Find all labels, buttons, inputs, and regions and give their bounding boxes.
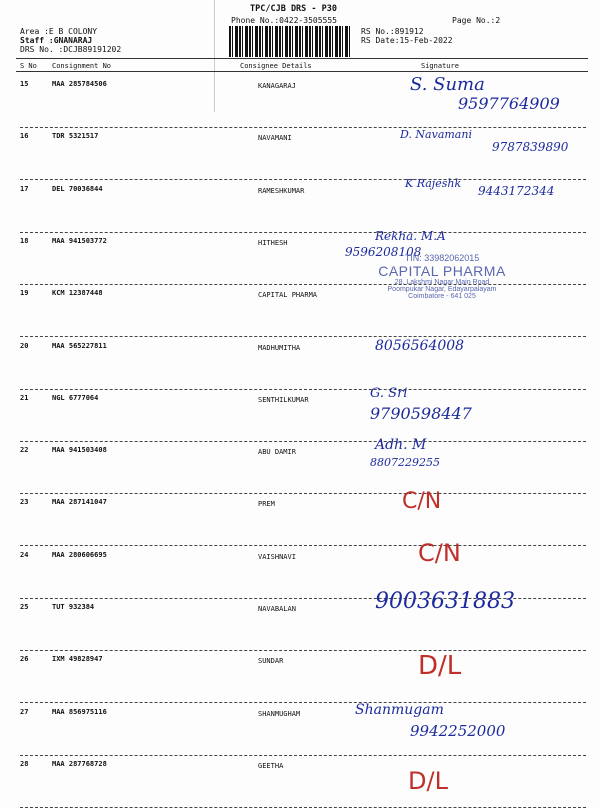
row-consignment: KCM 12387448 [52,289,103,298]
row-consignment: MAA 565227811 [52,341,107,350]
col-sno: S No [20,62,37,70]
row-signature: G. Sri [370,385,408,401]
stamp-address-1: 28, Lakshmi Nagar Main Road [394,279,490,286]
row-consignment: MAA 287768728 [52,759,107,768]
row-consignee: ABU DAMIR [258,448,296,457]
row-consignment: TDR 5321517 [52,132,99,141]
row-signature-phone: 9596208108 [345,244,422,259]
area-label: Area :E B COLONY [20,27,98,36]
row-consignment: MAA 280606695 [52,550,107,559]
row-separator [20,336,586,337]
company-stamp [372,253,512,323]
row-signature: C/N [418,538,461,567]
col-consignee: Consignee Details [240,62,312,70]
row-sno: 22 [20,446,29,455]
scan-fold-line [214,0,215,112]
row-signature-phone: 9597764909 [458,94,560,113]
row-sno: 28 [20,759,29,768]
row-consignee: CAPITAL PHARMA [258,291,318,300]
row-consignment: IXM 49828947 [52,655,103,664]
row-sno: 16 [20,132,29,141]
rs-number: RS No.:891912 [361,27,424,36]
row-signature: Rekha. M.A [375,228,446,243]
row-consignment: MAA 941503408 [52,446,107,455]
row-consignment: DEL 70036844 [52,184,103,193]
row-consignee: KANAGARAJ [258,82,296,90]
row-consignment: MAA 285784506 [52,80,107,88]
row-signature: 9003631883 [375,589,515,614]
row-sno: 20 [20,341,29,350]
row-sno: 27 [20,707,29,716]
row-signature-phone: 9787839890 [492,140,569,155]
row-separator [20,232,586,233]
row-sno: 17 [20,184,29,193]
stamp-name: CAPITAL PHARMA [378,263,506,279]
row-signature-phone: 8807229255 [370,456,440,470]
row-consignee: GEETHA [258,761,284,770]
row-sno: 15 [20,80,29,88]
row-separator [20,702,586,703]
staff-label: Staff :GNANARAJ [20,36,93,45]
row-consignee: NAVABALAN [258,605,296,613]
row-signature: D. Navamani [400,128,472,142]
row-consignee: PREM [258,500,275,509]
row-signature: S. Suma [410,74,485,95]
rs-date: RS Date:15-Feb-2022 [361,36,453,45]
row-consignment: NGL 6777064 [52,393,99,402]
row-separator [20,493,586,494]
row-consignment: MAA 856975116 [52,707,107,716]
row-consignee: SUNDAR [258,657,284,666]
row-consignee: HITHESH [258,238,288,247]
row-signature: Shanmugam [355,701,444,718]
row-sno: 25 [20,603,29,611]
row-signature: 8056564008 [375,337,465,354]
row-sno: 21 [20,393,29,402]
row-consignee: NAVAMANI [258,134,292,143]
row-consignee: SHANMUGHAM [258,709,301,718]
row-consignment: TUT 932384 [52,603,95,611]
phone-number: Phone No.:0422-3505555 [231,16,337,25]
row-signature: D/L [408,766,448,795]
row-consignment: MAA 941503772 [52,236,107,245]
column-header-divider [16,71,588,72]
drs-number: DRS No. :DCJB89191202 [20,45,122,54]
row-consignee: RAMESHKUMAR [258,186,305,195]
row-separator [20,179,586,180]
row-sno: 19 [20,289,29,298]
row-signature: C/N [402,489,442,515]
page-number: Page No.:2 [452,16,501,25]
col-consignment: Consignment No [52,62,112,70]
stamp-address-2: Poompukar Nagar, Edayarpalayam [387,286,497,293]
row-sno: 18 [20,236,29,245]
row-consignee: VAISHNAVI [258,552,296,561]
col-signature: Signature [421,62,459,70]
barcode [229,26,350,57]
row-signature: K Rajeshk [405,176,462,190]
row-consignment: MAA 287141047 [52,498,107,507]
row-signature-phone: 9443172344 [478,183,555,198]
row-signature: D/L [418,651,462,682]
row-separator [20,127,586,128]
stamp-address-3: Coimbatore - 641 025 [408,293,476,300]
row-separator [20,650,586,651]
row-separator [20,545,586,546]
row-separator [20,389,586,390]
row-consignee: MADHUMITHA [258,343,301,352]
row-sno: 23 [20,498,29,507]
row-signature: Adh. M [375,437,427,454]
row-consignee: SENTHILKUMAR [258,395,309,404]
row-signature-phone: 9790598447 [370,403,472,423]
row-separator [20,755,586,756]
row-separator [20,441,586,442]
header-divider [16,58,588,59]
row-signature-phone: 9942252000 [410,721,506,740]
row-sno: 26 [20,655,29,664]
report-title: TPC/CJB DRS - P30 [250,4,337,14]
stamp-tin: TIN: 33982062015 [404,253,480,263]
row-sno: 24 [20,550,29,559]
